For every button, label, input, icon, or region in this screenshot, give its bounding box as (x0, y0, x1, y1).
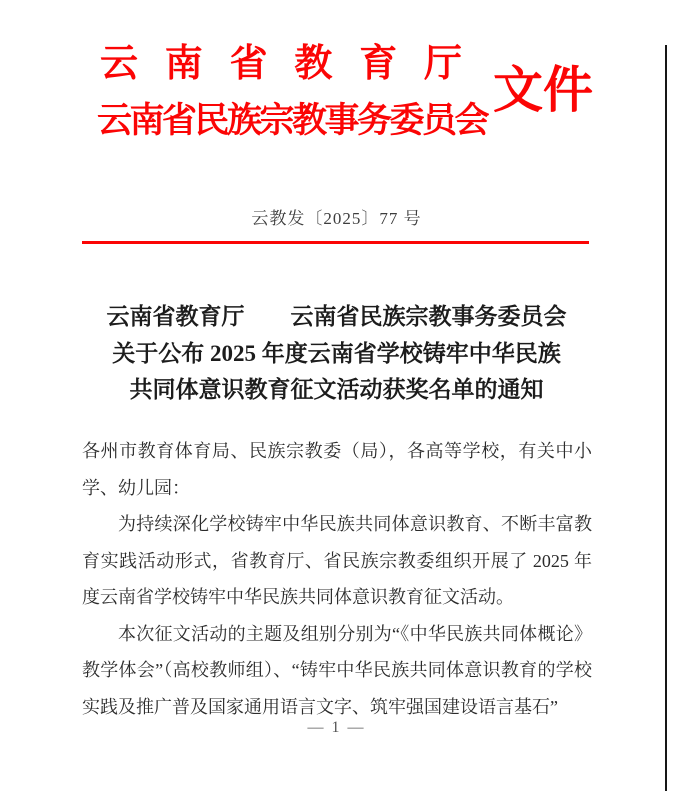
org-name-line-2: 云南省民族宗教事务委员会 (97, 101, 488, 140)
red-divider-line (82, 241, 589, 244)
salutation-paragraph: 各州市教育体育局、民族宗教委（局），各高等学校，有关中小学、幼儿园： (82, 441, 592, 498)
doc-title (60, 299, 613, 409)
doc-body (82, 433, 592, 725)
doc-number: 云教发〔2025〕77 号 (251, 209, 422, 228)
doc-type-label: 文件 (493, 62, 593, 118)
scan-edge-artifact (665, 45, 667, 791)
doc-title-line-1: 云南省教育厅 云南省民族宗教事务委员会 (106, 304, 567, 329)
doc-title-line-3: 共同体意识教育征文活动获奖名单的通知 (129, 377, 544, 402)
org-name-line-1: 云南省教育厅 (100, 43, 462, 85)
body-paragraph-1: 为持续深化学校铸牢中华民族共同体意识教育、不断丰富教育实践活动形式，省教育厅、省民族宗教委组织开展了 2025 年度云南省学校铸牢中华民族共同体意识教育征文活动。 (82, 514, 592, 607)
body-paragraph-2: 本次征文活动的主题及组别分别为“《中华民族共同体概论》教学体会”（高校教师组）、“铸牢中华民族共同体意识教育的学校实践及推广普及国家通用语言文字、筑牢强国建设语言基石” (82, 623, 592, 717)
letterhead (97, 42, 593, 144)
doc-title-line-2: 关于公布 2025 年度云南省学校铸牢中华民族 (112, 340, 561, 366)
letterhead-org-names (97, 42, 487, 144)
page-number: — 1 — (307, 719, 366, 736)
